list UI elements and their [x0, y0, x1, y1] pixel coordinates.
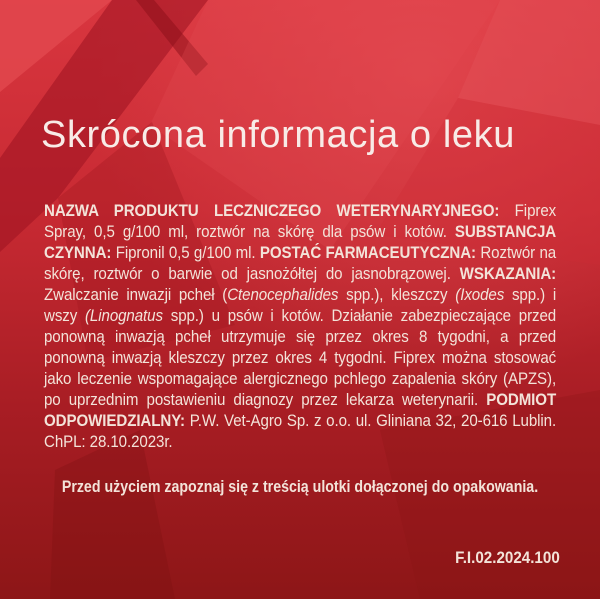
- read-leaflet-warning: Przed użyciem zapoznaj się z treścią ulotki dołączonej do opakowania.: [61, 478, 539, 496]
- page-title: Skrócona informacja o leku: [41, 114, 515, 156]
- document-reference-code: F.I.02.2024.100: [455, 549, 560, 567]
- drug-information-paragraph: NAZWA PRODUKTU LECZNICZEGO WETERYNARYJNEGO: Fiprex Spray, 0,5 g/100 ml, roztwór na skórę dla psów i kotów. SUBSTANCJA CZYNNA: Fipronil 0,5 g/100 ml. POSTAĆ FARMACEUTYCZNA: Roztwór na skórę, roztwór o barwie od jasnożółtej do jasnobrązowej. WSKAZANIA: Zwalczanie inwazji pcheł (Ctenocephalides spp.), kleszczy (Ixodes spp.) i wszy (Linognatus spp.) u psów i kotów. Działanie zabezpieczające przed ponowną inwazją pcheł utrzymuje się przez okres 8 tygodni, a przed ponowną inwazją kleszczy przez okres 4 tygodni. Fiprex można stosować jako leczenie wspomagające alergicznego pchlego zapalenia skóry (APZS), po uprzednim postawieniu diagnozy przez lekarza weterynarii. PODMIOT ODPOWIEDZIALNY: P.W. Vet-Agro Sp. z o.o. ul. Gliniana 32, 20-616 Lublin. ChPL: 28.10.2023r.: [44, 200, 557, 451]
